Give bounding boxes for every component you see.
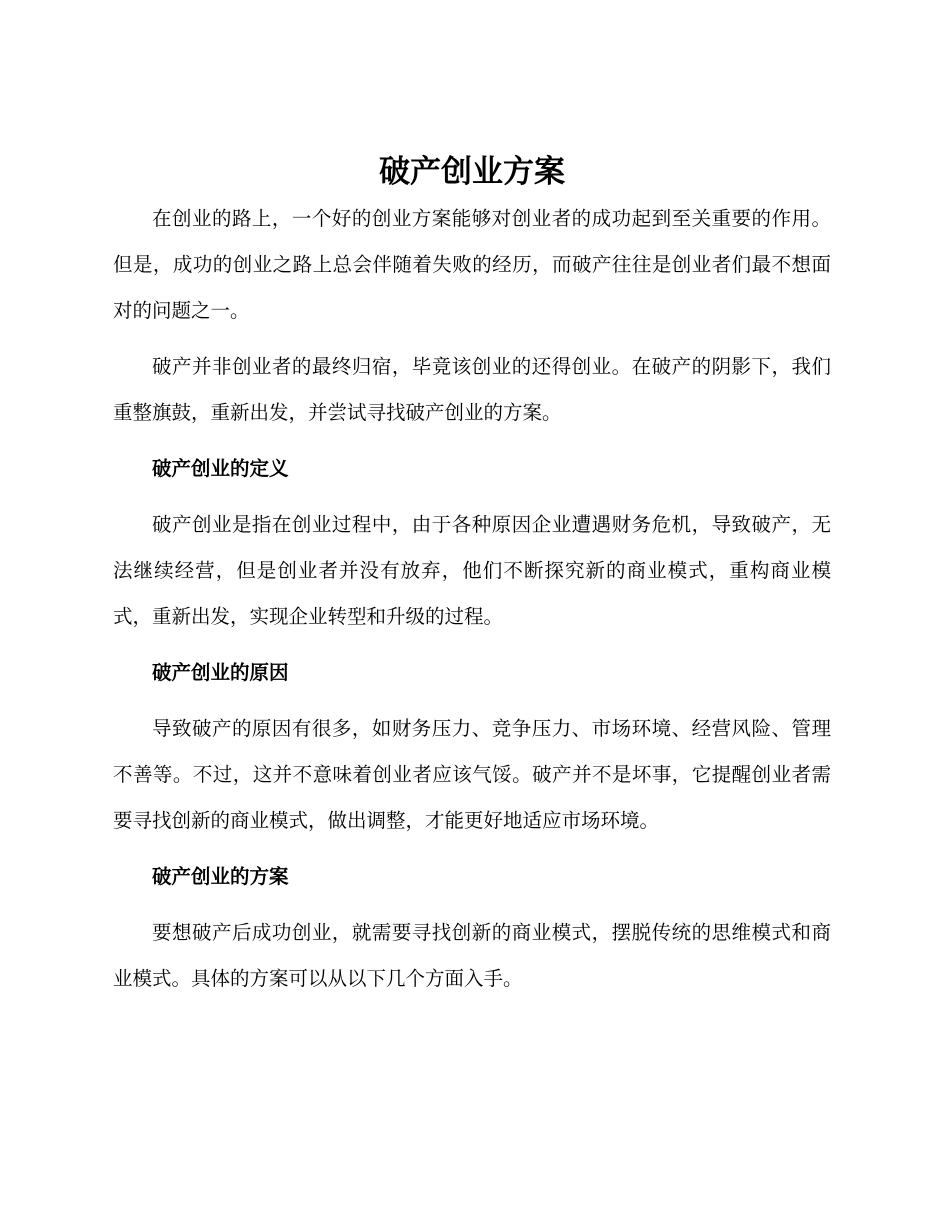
- causes-paragraph: 导致破产的原因有很多，如财务压力、竞争压力、市场环境、经营风险、管理不善等。不过，这并不意味着创业者应该气馁。破产并不是坏事，它提醒创业者需要寻找创新的商业模式，做出调整，才能更好地适应市场环境。: [113, 717, 831, 832]
- section-heading-causes: 破产创业的原因: [152, 661, 289, 684]
- definition-paragraph: 破产创业是指在创业过程中，由于各种原因企业遭遇财务危机，导致破产，无法继续经营，但是创业者并没有放弃，他们不断探究新的商业模式，重构商业模式，重新出发，实现企业转型和升级的过程。: [113, 513, 831, 628]
- plan-paragraph: 要想破产后成功创业，就需要寻找创新的商业模式，摆脱传统的思维模式和商业模式。具体的方案可以从以下几个方面入手。: [113, 921, 831, 990]
- intro-paragraph: 在创业的路上，一个好的创业方案能够对创业者的成功起到至关重要的作用。但是，成功的创业之路上总会伴随着失败的经历，而破产往往是创业者们最不想面对的问题之一。: [113, 207, 831, 322]
- restart-paragraph: 破产并非创业者的最终归宿，毕竟该创业的还得创业。在破产的阴影下，我们重整旗鼓，重新出发，并尝试寻找破产创业的方案。: [113, 355, 831, 424]
- document-page: [113, 148, 831, 1012]
- section-heading-plan: 破产创业的方案: [152, 865, 289, 888]
- document-title: 破产创业方案: [379, 154, 565, 190]
- section-heading-definition: 破产创业的定义: [152, 457, 289, 480]
